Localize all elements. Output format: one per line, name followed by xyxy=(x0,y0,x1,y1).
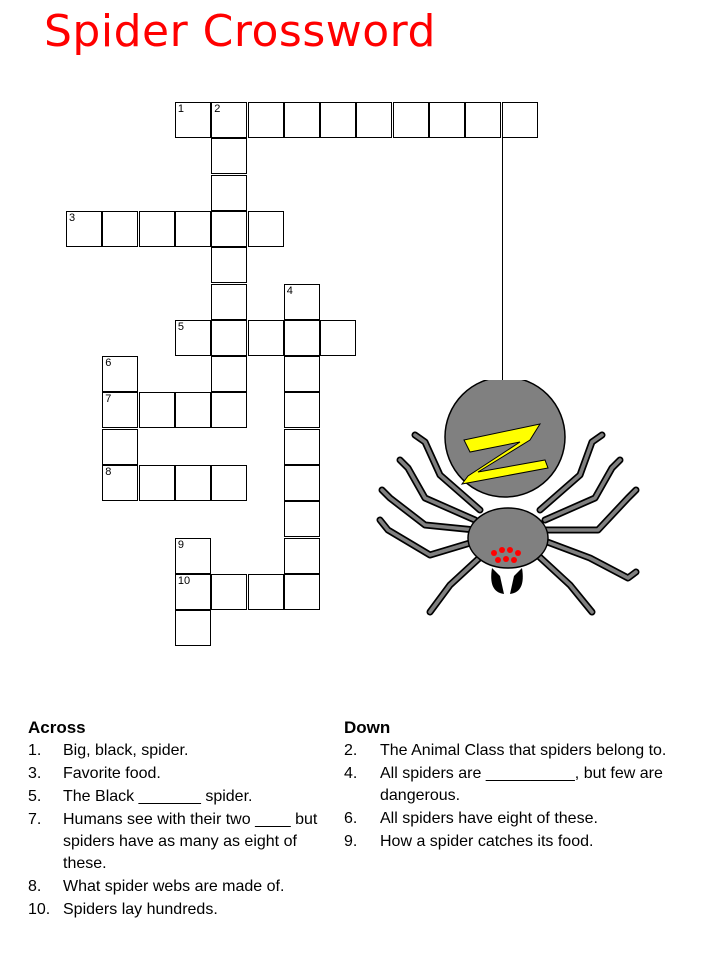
across-clue xyxy=(28,763,318,785)
crossword-cell[interactable] xyxy=(248,574,284,610)
crossword-cell[interactable] xyxy=(175,610,211,646)
crossword-cell[interactable] xyxy=(429,102,465,138)
clue-number: 6. xyxy=(344,810,358,827)
crossword-cell[interactable] xyxy=(211,247,247,283)
crossword-cell[interactable] xyxy=(211,320,247,356)
across-clues xyxy=(28,718,318,922)
clue-text: How a spider catches its food. xyxy=(380,833,594,850)
clue-text: All spiders have eight of these. xyxy=(380,810,598,827)
crossword-cell[interactable] xyxy=(248,102,284,138)
clue-number: 6 xyxy=(105,357,112,370)
crossword-cell[interactable] xyxy=(175,392,211,428)
across-heading: Across xyxy=(28,718,86,737)
crossword-cell[interactable] xyxy=(66,211,102,247)
clue-text: Spiders lay hundreds. xyxy=(63,901,218,918)
crossword-cell[interactable] xyxy=(320,102,356,138)
down-clue xyxy=(344,808,720,830)
down-clue xyxy=(344,831,720,853)
clue-text: The Black _______ spider. xyxy=(63,788,253,805)
crossword-cell[interactable] xyxy=(248,320,284,356)
across-clue xyxy=(28,876,318,898)
crossword-cell[interactable] xyxy=(139,211,175,247)
crossword-cell[interactable] xyxy=(248,211,284,247)
clue-text: All spiders are __________, but few are dangerous. xyxy=(380,765,663,804)
crossword-cell[interactable] xyxy=(102,356,138,392)
crossword-cell[interactable] xyxy=(175,574,211,610)
crossword-cell[interactable] xyxy=(284,429,320,465)
crossword-cell[interactable] xyxy=(102,429,138,465)
across-clue xyxy=(28,809,318,875)
crossword-cell[interactable] xyxy=(211,392,247,428)
clue-number: 7. xyxy=(28,811,42,828)
crossword-cell[interactable] xyxy=(211,465,247,501)
crossword-cell[interactable] xyxy=(502,102,538,138)
crossword-cell[interactable] xyxy=(102,465,138,501)
clue-number: 1 xyxy=(177,103,185,115)
crossword-cell[interactable] xyxy=(284,320,320,356)
crossword-cell[interactable] xyxy=(393,102,429,138)
crossword-cell[interactable] xyxy=(139,392,175,428)
spider-illustration-icon xyxy=(370,380,650,620)
clue-text: What spider webs are made of. xyxy=(63,878,285,895)
crossword-cell[interactable] xyxy=(175,320,211,356)
crossword-cell[interactable] xyxy=(175,211,211,247)
clue-number: 5. xyxy=(28,788,42,805)
down-clue xyxy=(344,740,720,762)
clue-number: 2 xyxy=(214,103,221,115)
clue-number: 9. xyxy=(344,833,358,850)
clue-number: 10 xyxy=(177,574,191,587)
spider-thread xyxy=(502,138,503,390)
clue-number: 3. xyxy=(28,765,42,782)
clue-text: Humans see with their two ____ but spiders have as many as eight of these. xyxy=(63,811,318,872)
crossword-cell[interactable] xyxy=(211,138,247,174)
crossword-cell[interactable] xyxy=(175,538,211,574)
clue-number: 8. xyxy=(28,878,42,895)
crossword-cell[interactable] xyxy=(284,392,320,428)
clue-number: 1. xyxy=(28,742,42,759)
clue-number: 10. xyxy=(28,901,51,918)
clue-text: The Animal Class that spiders belong to. xyxy=(380,742,667,759)
crossword-cell[interactable] xyxy=(175,102,211,138)
crossword-cell[interactable] xyxy=(284,501,320,537)
crossword-cell[interactable] xyxy=(139,465,175,501)
crossword-cell[interactable] xyxy=(465,102,501,138)
page-title: Spider Crossword xyxy=(44,6,436,57)
crossword-cell[interactable] xyxy=(284,284,320,320)
crossword-cell[interactable] xyxy=(102,211,138,247)
crossword-cell[interactable] xyxy=(102,392,138,428)
crossword-cell[interactable] xyxy=(211,175,247,211)
crossword-cell[interactable] xyxy=(211,574,247,610)
clue-number: 4 xyxy=(286,284,293,297)
crossword-cell[interactable] xyxy=(284,102,320,138)
crossword-cell[interactable] xyxy=(211,284,247,320)
crossword-cell[interactable] xyxy=(284,538,320,574)
crossword-cell[interactable] xyxy=(356,102,392,138)
clue-number: 5 xyxy=(177,320,185,333)
down-clue xyxy=(344,763,720,807)
across-clue xyxy=(28,786,318,808)
down-clues xyxy=(344,718,720,854)
crossword-cell[interactable] xyxy=(284,465,320,501)
crossword-cell[interactable] xyxy=(284,574,320,610)
crossword-cell[interactable] xyxy=(211,102,247,138)
crossword-cell[interactable] xyxy=(211,356,247,392)
clue-number: 2. xyxy=(344,742,358,759)
down-heading: Down xyxy=(344,718,391,737)
crossword-cell[interactable] xyxy=(175,465,211,501)
crossword-cell[interactable] xyxy=(320,320,356,356)
crossword-cell[interactable] xyxy=(211,211,247,247)
clue-number: 9 xyxy=(177,538,185,551)
clue-text: Big, black, spider. xyxy=(63,742,189,759)
across-clue xyxy=(28,740,318,762)
clue-number: 3 xyxy=(69,211,76,224)
clue-number: 4. xyxy=(344,765,358,782)
crossword-cell[interactable] xyxy=(284,356,320,392)
across-clue xyxy=(28,899,318,921)
clue-number: 8 xyxy=(105,466,112,478)
clue-number: 7 xyxy=(105,393,112,406)
clue-text: Favorite food. xyxy=(63,765,161,782)
